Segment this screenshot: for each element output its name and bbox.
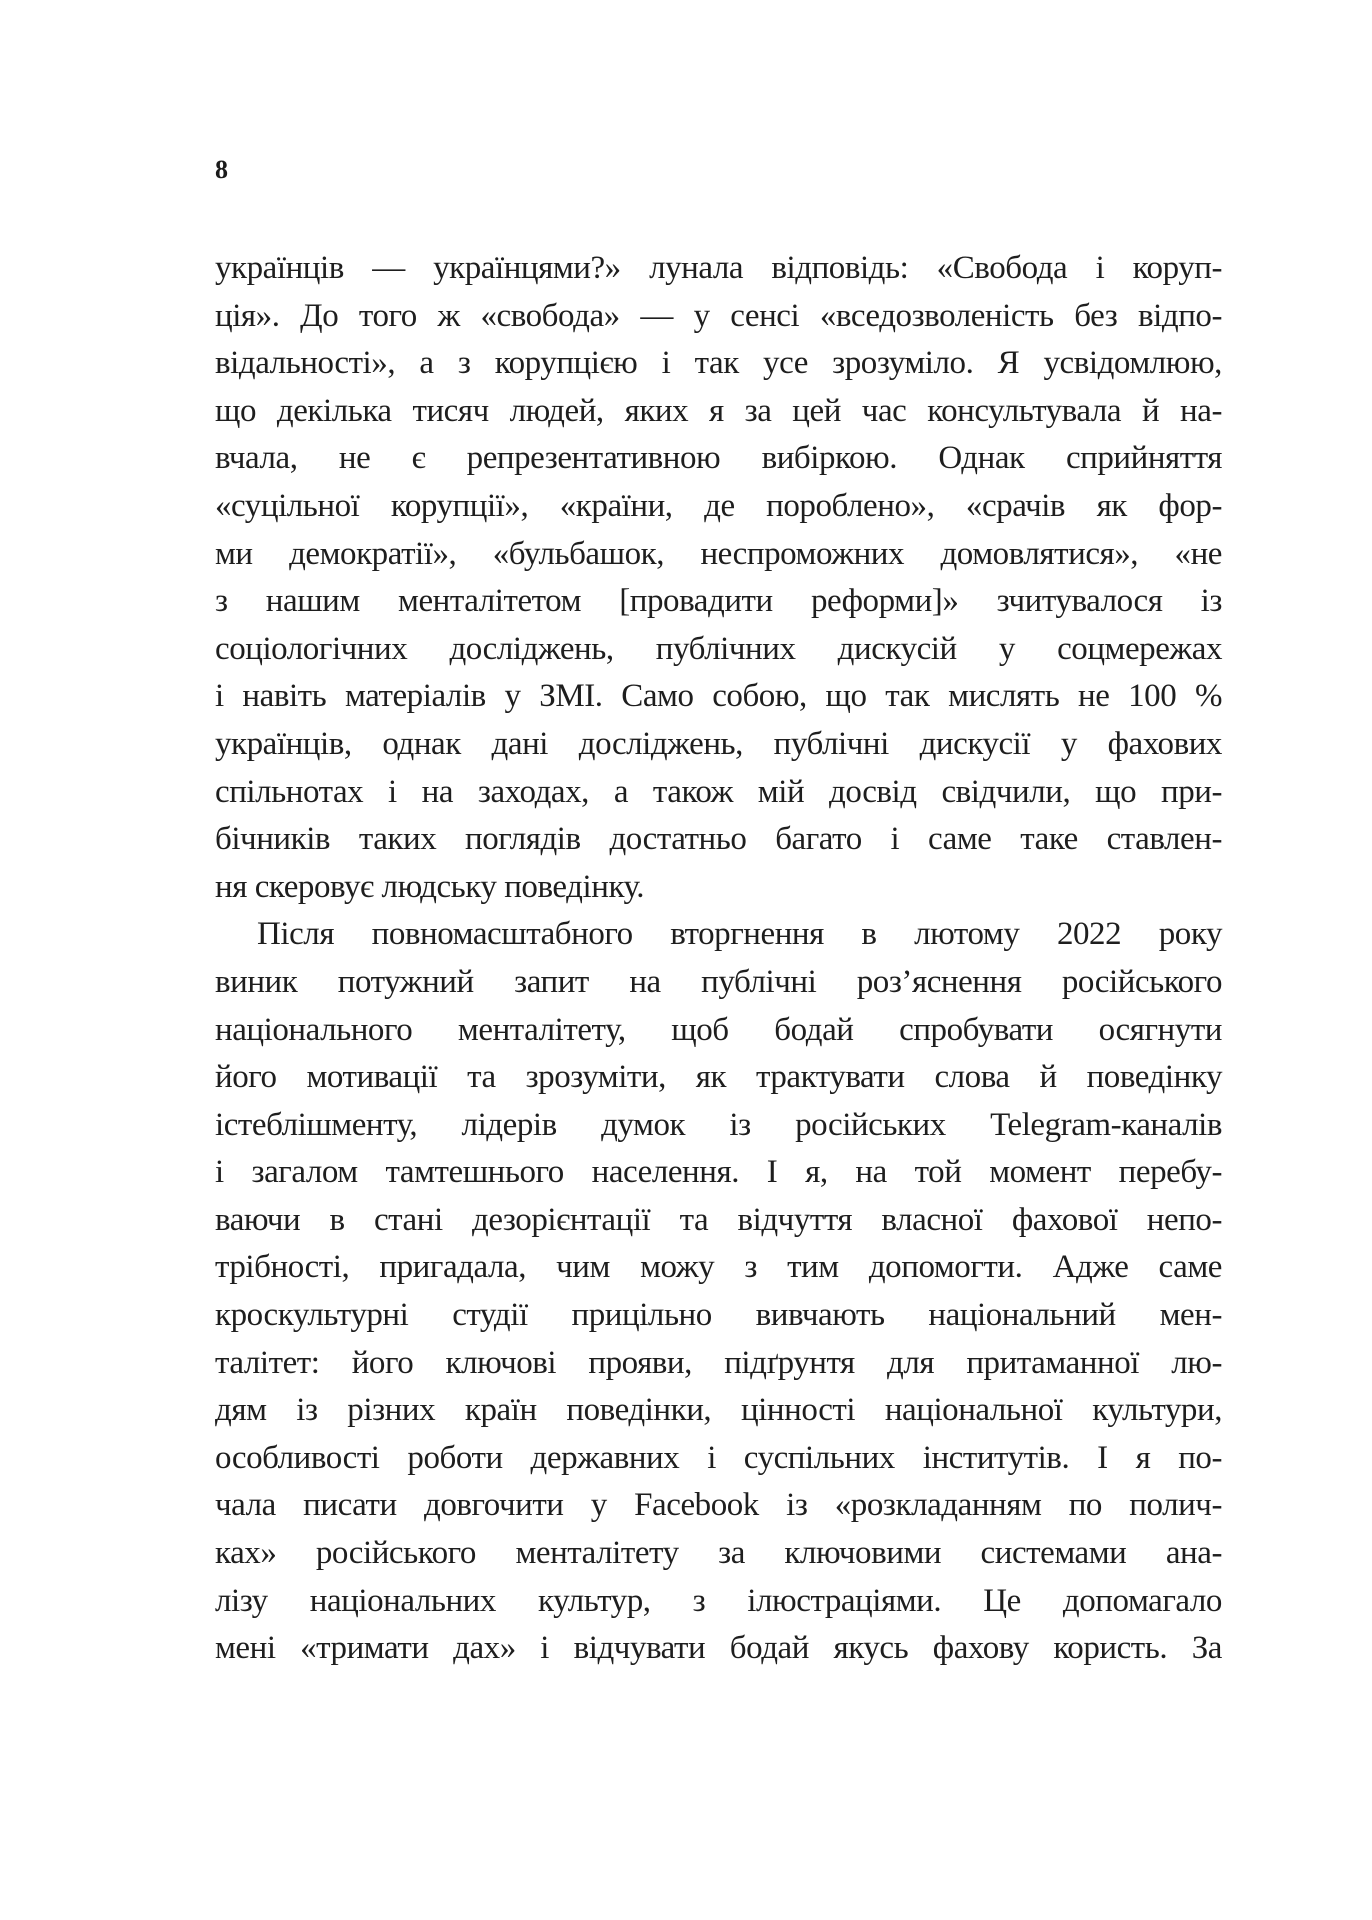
text-line: ках» російського менталітету за ключовими системами ана- (215, 1535, 1222, 1572)
text-line: ня скеровує людську поведінку. (215, 868, 645, 905)
text-line: і загалом тамтешнього населення. І я, на той момент перебу- (215, 1154, 1222, 1191)
text-line: виник потужний запит на публічні роз’яснення російського (215, 963, 1222, 1000)
paragraph-2 (215, 911, 1222, 1673)
text-line: ваючи в стані дезорієнтації та відчуття власної фахової непо- (215, 1201, 1222, 1238)
text-line: відальності», а з корупцією і так усе зрозуміло. Я усвідомлюю, (215, 345, 1222, 382)
paragraph-1 (215, 245, 1222, 911)
page-number: 8 (215, 155, 228, 184)
text-line: дям із різних країн поведінки, цінності національної культури, (215, 1392, 1222, 1429)
text-line: істеблішменту, лідерів думок із російських Telegram-каналів (215, 1106, 1222, 1143)
text-line: мені «тримати дах» і відчувати бодай якусь фахову користь. За (215, 1630, 1222, 1667)
text-line: ми демократії», «бульбашок, неспроможних домовлятися», «не (215, 535, 1222, 572)
text-line: і навіть матеріалів у ЗМІ. Само собою, що так мислять не 100 % (215, 678, 1222, 715)
text-line: особливості роботи державних і суспільних інститутів. І я по- (215, 1439, 1222, 1476)
text-line: чала писати довгочити у Facebook із «розкладанням по полич- (215, 1487, 1222, 1524)
text-line: кроскультурні студії прицільно вивчають національний мен- (215, 1297, 1222, 1334)
text-line: соціологічних досліджень, публічних дискусій у соцмережах (215, 630, 1222, 667)
text-line: лізу національних культур, з ілюстраціями. Це допомагало (215, 1582, 1222, 1619)
text-line: «суцільної корупції», «країни, де пороблено», «срачів як фор- (215, 487, 1222, 524)
text-line: бічників таких поглядів достатньо багато і саме таке ставлен- (215, 821, 1222, 858)
text-line: з нашим менталітетом [провадити реформи]» зчитувалося із (215, 583, 1222, 620)
text-line: ція». До того ж «свобода» — у сенсі «вседозволеність без відпо- (215, 297, 1222, 334)
text-line: національного менталітету, щоб бодай спробувати осягнути (215, 1011, 1222, 1048)
text-line: українців — українцями?» лунала відповідь: «Свобода і коруп- (215, 250, 1222, 286)
text-line: його мотивації та зрозуміти, як трактувати слова й поведінку (215, 1059, 1222, 1096)
text-line: українців, однак дані досліджень, публічні дискусії у фахових (215, 725, 1222, 762)
body-text (215, 245, 1222, 1673)
text-line: спільнотах і на заходах, а також мій досвід свідчили, що при- (215, 773, 1222, 810)
text-line: Після повномасштабного вторгнення в лютому 2022 року (257, 916, 1222, 953)
text-line: вчала, не є репрезентативною вибіркою. Однак сприйняття (215, 440, 1222, 477)
text-line: талітет: його ключові прояви, підґрунтя для притаманної лю- (215, 1344, 1222, 1381)
text-line: що декілька тисяч людей, яких я за цей час консультувала й на- (215, 392, 1222, 429)
text-line: трібності, пригадала, чим можу з тим допомогти. Адже саме (215, 1249, 1222, 1286)
